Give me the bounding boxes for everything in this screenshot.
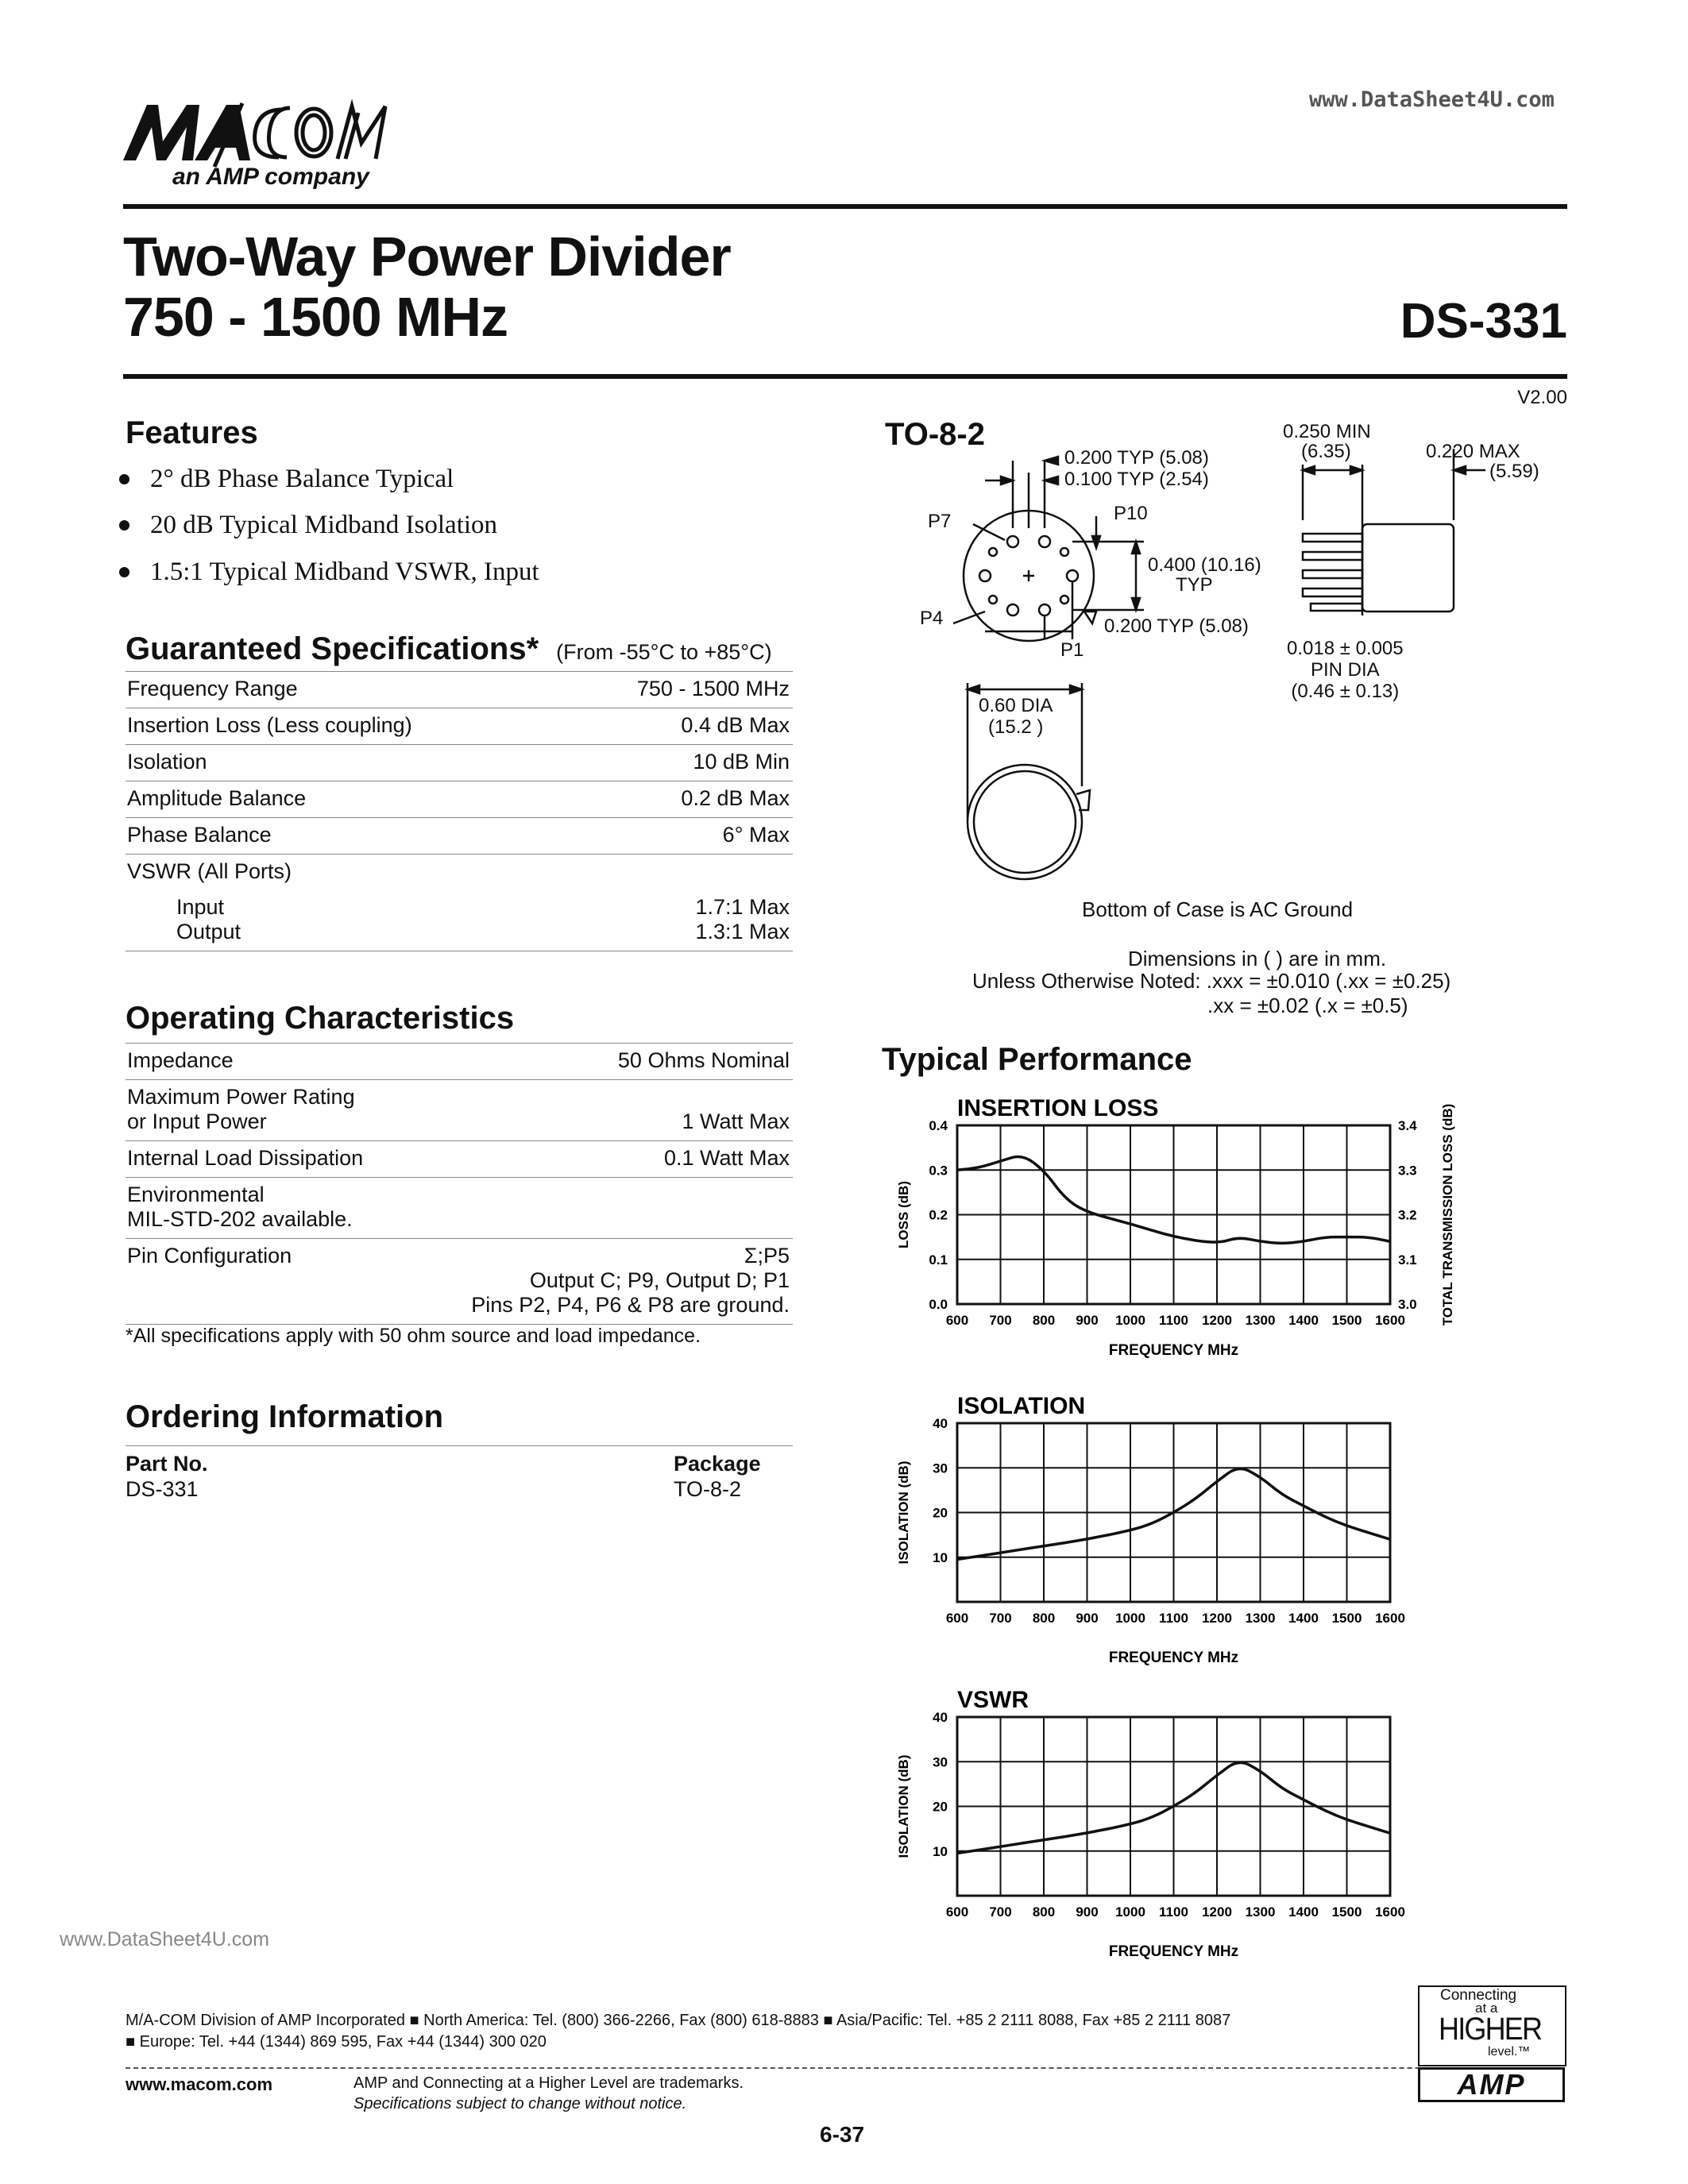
y-tick-label: 0.0 — [929, 1297, 948, 1312]
x-axis-label: FREQUENCY MHz — [1108, 1943, 1239, 1960]
feature-item — [119, 465, 454, 494]
x-tick-label: 1100 — [1159, 1313, 1188, 1328]
case-dia: 0.60 DIA (15.2 ) — [979, 695, 1053, 738]
ordering-rule — [126, 1445, 793, 1446]
y-tick-label: 0.1 — [929, 1252, 948, 1268]
dim-220-mm: (5.59) — [1489, 461, 1539, 482]
chart-title: INSERTION LOSS — [957, 1095, 1159, 1121]
x-tick-label: 700 — [989, 1904, 1012, 1920]
y2-tick-label: 3.2 — [1398, 1207, 1417, 1223]
x-axis-label: FREQUENCY MHz — [1108, 1650, 1239, 1666]
x-tick-label: 1600 — [1375, 1313, 1405, 1328]
ordering-col-package: Package — [674, 1452, 761, 1476]
x-tick-label: 600 — [945, 1904, 969, 1920]
y-tick-label: 40 — [933, 1710, 948, 1725]
x-tick-label: 1600 — [1375, 1611, 1405, 1626]
table-row: Maximum Power Rating or Input Power 1 Watt Max — [126, 1080, 793, 1141]
ordering-heading: Ordering Information — [126, 1399, 443, 1434]
chart-vswr — [874, 1680, 1477, 1974]
x-tick-label: 600 — [945, 1313, 969, 1328]
x-tick-label: 900 — [1076, 1611, 1099, 1626]
ordering-col-part: Part No. — [126, 1452, 208, 1476]
higher-level-badge — [1418, 1985, 1565, 2105]
table-row: Phase Balance 6° Max — [126, 818, 793, 855]
footer-disclaimer: Specifications subject to change without notice. — [353, 2095, 687, 2113]
operating-table — [126, 1043, 793, 1325]
guaranteed-range: (From -55°C to +85°C) — [556, 640, 772, 664]
operating-heading: Operating Characteristics — [126, 1001, 515, 1036]
y2-tick-label: 3.0 — [1398, 1297, 1417, 1312]
y2-tick-label: 3.3 — [1398, 1163, 1417, 1179]
dim-250-min: 0.250 MIN — [1283, 421, 1371, 442]
chart-title: ISOLATION — [957, 1393, 1086, 1419]
vswr-label: VSWR (All Ports) — [127, 859, 292, 883]
x-tick-label: 1500 — [1331, 1313, 1362, 1328]
x-tick-label: 1500 — [1331, 1611, 1362, 1626]
pin-p4: P4 — [920, 608, 944, 629]
x-tick-label: 900 — [1076, 1313, 1099, 1328]
y-tick-label: 0.4 — [929, 1118, 948, 1133]
chart-vswr-svg — [874, 1680, 1477, 1974]
y-tick-label: 0.3 — [929, 1163, 948, 1179]
x-tick-label: 800 — [1032, 1313, 1056, 1328]
table-row: Insertion Loss (Less coupling) 0.4 dB Max — [126, 708, 793, 745]
title-line2: 750 - 1500 MHz — [123, 286, 508, 348]
features-heading: Features — [126, 415, 258, 450]
title-line1: Two-Way Power Divider — [123, 226, 731, 287]
guaranteed-specs-table — [126, 671, 793, 951]
pin-p1: P1 — [1060, 639, 1084, 661]
bullet-icon — [119, 520, 129, 531]
watermark-bottom: www.DataSheet4U.com — [60, 1928, 270, 1951]
x-tick-label: 700 — [989, 1313, 1012, 1328]
footer-website[interactable]: www.macom.com — [126, 2074, 273, 2094]
x-tick-label: 1400 — [1288, 1313, 1319, 1328]
version-label: V2.00 — [1517, 387, 1567, 408]
y-tick-label: 20 — [933, 1505, 948, 1521]
x-tick-label: 1100 — [1159, 1611, 1188, 1626]
footer-trademark: AMP and Connecting at a Higher Level are trademarks. — [353, 2074, 744, 2092]
x-tick-label: 1400 — [1288, 1611, 1319, 1626]
x-tick-label: 1600 — [1375, 1904, 1405, 1920]
pin-p10: P10 — [1114, 503, 1148, 524]
chart-isolation-svg — [874, 1386, 1477, 1680]
header-rule-bottom — [123, 374, 1567, 379]
table-row: Impedance 50 Ohms Nominal — [126, 1044, 793, 1080]
table-row: Frequency Range 750 - 1500 MHz — [126, 672, 793, 708]
dim-200-typ: 0.200 TYP (5.08) — [1064, 447, 1209, 469]
chart-insertion-loss — [874, 1092, 1477, 1378]
x-tick-label: 1300 — [1245, 1611, 1276, 1626]
x-tick-label: 1000 — [1115, 1904, 1145, 1920]
y-axis-label: LOSS (dB) — [896, 1181, 911, 1248]
chart-isolation — [874, 1386, 1477, 1680]
x-tick-label: 1500 — [1331, 1904, 1362, 1920]
part-number-title: DS-331 — [1400, 294, 1567, 349]
feature-item — [119, 511, 497, 540]
bullet-icon — [119, 567, 129, 577]
feature-item — [119, 558, 539, 587]
y-tick-label: 10 — [933, 1843, 948, 1859]
package-outline — [874, 413, 1573, 889]
x-tick-label: 1200 — [1202, 1313, 1232, 1328]
badge-line1: Connecting — [1440, 1987, 1517, 2004]
header-rule-top — [123, 204, 1567, 209]
feature-text: 2° dB Phase Balance Typical — [150, 465, 454, 493]
note-tol2: .xx = ±0.02 (.x = ±0.5) — [1207, 994, 1408, 1017]
y-tick-label: 30 — [933, 1754, 948, 1770]
x-tick-label: 700 — [989, 1611, 1012, 1626]
note-ground: Bottom of Case is AC Ground — [1082, 897, 1354, 921]
table-row: Isolation 10 dB Min — [126, 745, 793, 781]
typical-performance-heading: Typical Performance — [882, 1042, 1192, 1077]
page-title — [123, 226, 731, 347]
x-tick-label: 1200 — [1202, 1904, 1232, 1920]
page-number: 6-37 — [820, 2122, 865, 2147]
feature-text: 1.5:1 Typical Midband VSWR, Input — [150, 558, 539, 586]
x-tick-label: 1000 — [1115, 1313, 1145, 1328]
dim-200-typ-2: 0.200 TYP (5.08) — [1104, 615, 1249, 637]
y2-tick-label: 3.1 — [1398, 1252, 1417, 1268]
x-tick-label: 1400 — [1288, 1904, 1319, 1920]
amp-logo: AMP — [1418, 2067, 1565, 2102]
logo-tagline: an AMP company — [172, 164, 369, 190]
table-row: Pin Configuration Σ;P5 Output C; P9, Output D; P1 Pins P2, P4, P6 & P8 are ground. — [126, 1239, 793, 1325]
ordering-package: TO-8-2 — [674, 1477, 742, 1501]
footer-contact-2: ■ Europe: Tel. +44 (1344) 869 595, Fax +44 (1344) 300 020 — [126, 2033, 547, 2051]
table-row: Environmental MIL-STD-202 available. — [126, 1178, 793, 1239]
y-tick-label: 20 — [933, 1799, 948, 1815]
dim-400: 0.400 (10.16) — [1148, 554, 1261, 576]
dim-100-typ: 0.100 TYP (2.54) — [1064, 469, 1209, 490]
dim-220-max: 0.220 MAX — [1426, 441, 1520, 462]
dim-250-mm: (6.35) — [1301, 441, 1351, 462]
x-tick-label: 800 — [1032, 1904, 1056, 1920]
badge-line4: level.™ — [1488, 2045, 1531, 2059]
feature-text: 20 dB Typical Midband Isolation — [150, 511, 498, 539]
x-tick-label: 800 — [1032, 1611, 1056, 1626]
chart-insertion-loss-svg — [874, 1092, 1477, 1378]
table-row: Internal Load Dissipation 0.1 Watt Max — [126, 1141, 793, 1178]
x-tick-label: 600 — [945, 1611, 969, 1626]
y2-axis-label: TOTAL TRANSMISSION LOSS (dB) — [1440, 1103, 1455, 1326]
x-tick-label: 1300 — [1245, 1313, 1276, 1328]
badge-line2: at a — [1475, 2001, 1498, 2016]
x-tick-label: 1200 — [1202, 1611, 1232, 1626]
x-tick-label: 1000 — [1115, 1611, 1145, 1626]
package-title: TO-8-2 — [885, 417, 985, 452]
x-axis-label: FREQUENCY MHz — [1108, 1342, 1239, 1359]
bullet-icon — [119, 474, 129, 484]
pin-dia: 0.018 ± 0.005 PIN DIA (0.46 ± 0.13) — [1287, 638, 1404, 702]
x-tick-label: 1300 — [1245, 1904, 1276, 1920]
guaranteed-heading — [126, 631, 772, 667]
badge-line3: HIGHER — [1439, 2012, 1542, 2047]
y-axis-label: ISOLATION (dB) — [896, 1754, 911, 1858]
package-drawing — [874, 413, 1573, 993]
pin-p7: P7 — [928, 511, 952, 532]
y-axis-label: ISOLATION (dB) — [896, 1461, 911, 1565]
note-tol1: Unless Otherwise Noted: .xxx = ±0.010 (.xx = ±0.25) — [972, 969, 1451, 993]
table-row-vswr: VSWR (All Ports) Input 1.7:1 Max Output 1.3:1 Max — [126, 855, 793, 951]
macom-logo — [123, 95, 441, 195]
guaranteed-title: Guaranteed Specifications* — [126, 631, 539, 666]
y-tick-label: 30 — [933, 1461, 948, 1476]
chart-title: VSWR — [957, 1687, 1029, 1713]
table-row: Amplitude Balance 0.2 dB Max — [126, 781, 793, 818]
y-tick-label: 0.2 — [929, 1207, 948, 1223]
spec-footnote: *All specifications apply with 50 ohm source and load impedance. — [126, 1325, 701, 1347]
x-tick-label: 1100 — [1159, 1904, 1188, 1920]
y2-tick-label: 3.4 — [1398, 1118, 1417, 1133]
dim-400-typ: TYP — [1176, 574, 1213, 596]
footer-dotted-rule — [126, 2067, 1563, 2069]
x-tick-label: 900 — [1076, 1904, 1099, 1920]
macom-logo-graphic — [123, 95, 441, 195]
footer-contact-1: M/A-COM Division of AMP Incorporated ■ North America: Tel. (800) 366-2266, Fax (800) 618-8883 ■ Asia/Pacific: Tel. +85 2 2111 8088, Fax +85 2 2111 8087 — [126, 2012, 1231, 2029]
note-dims: Dimensions in ( ) are in mm. — [1128, 947, 1387, 970]
y-tick-label: 40 — [933, 1416, 948, 1431]
ordering-part: DS-331 — [126, 1477, 199, 1501]
watermark-top: www.DataSheet4U.com — [1309, 87, 1555, 112]
y-tick-label: 10 — [933, 1549, 948, 1565]
